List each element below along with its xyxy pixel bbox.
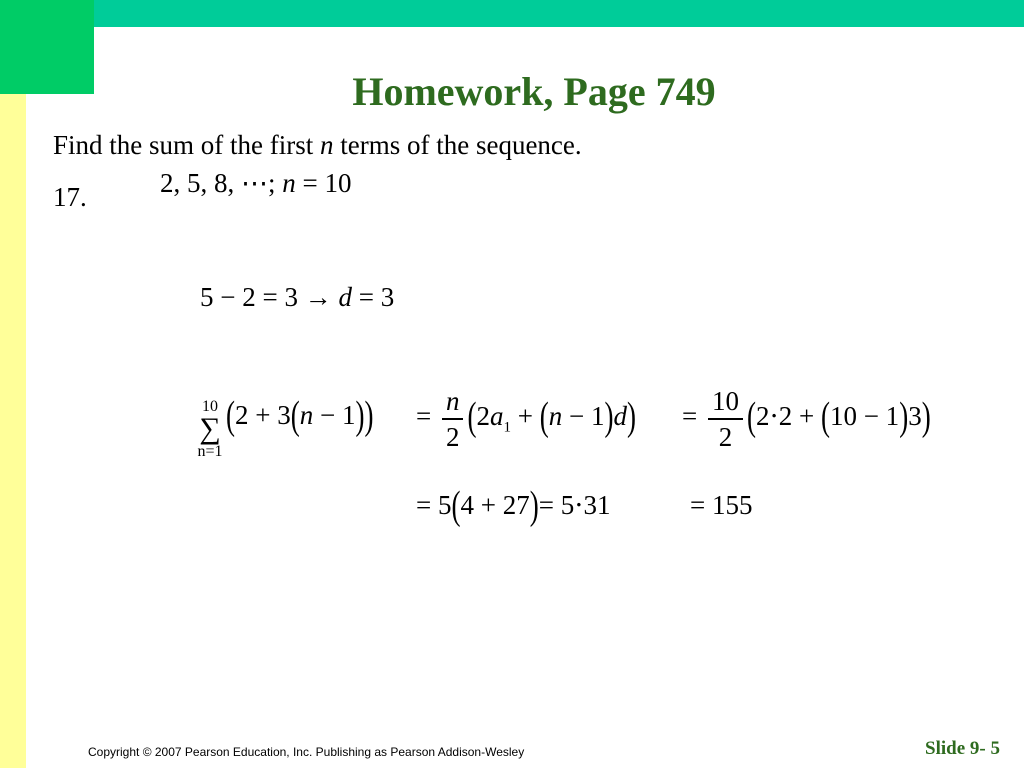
summation-symbol: 10 ∑ n=1 [197, 398, 223, 460]
copyright-footer: Copyright © 2007 Pearson Education, Inc. Publishing as Pearson Addison-Wesley [88, 745, 525, 759]
problem-prompt: Find the sum of the first n terms of the sequence. [53, 130, 582, 160]
sum-formula: = $\frac{n}{2}$ $(2a_1 + (n - 1)d)$ [416, 386, 636, 452]
slide-number: Slide 9- 5 [925, 738, 1000, 759]
common-difference: 5 − 2 = 3 → d = 3 [200, 282, 395, 312]
sequence-expression: 2, 5, 8, ⋯; n = 10 [160, 168, 352, 198]
simplification-step: = 5(4 + 27)= 5⋅31 [416, 482, 611, 528]
problem-number: 17. [53, 182, 87, 212]
formula-evaluation: = $\frac{10}{2}$ (2⋅2 + (10 − 1)3) [682, 386, 931, 452]
top-accent-bar [0, 0, 1024, 27]
summation-expression: (2 + 3(n − 1)) [226, 392, 374, 438]
left-accent-bar [0, 94, 26, 768]
slide-title: Homework, Page 749 [352, 69, 716, 114]
final-result: = 155 [690, 490, 753, 520]
